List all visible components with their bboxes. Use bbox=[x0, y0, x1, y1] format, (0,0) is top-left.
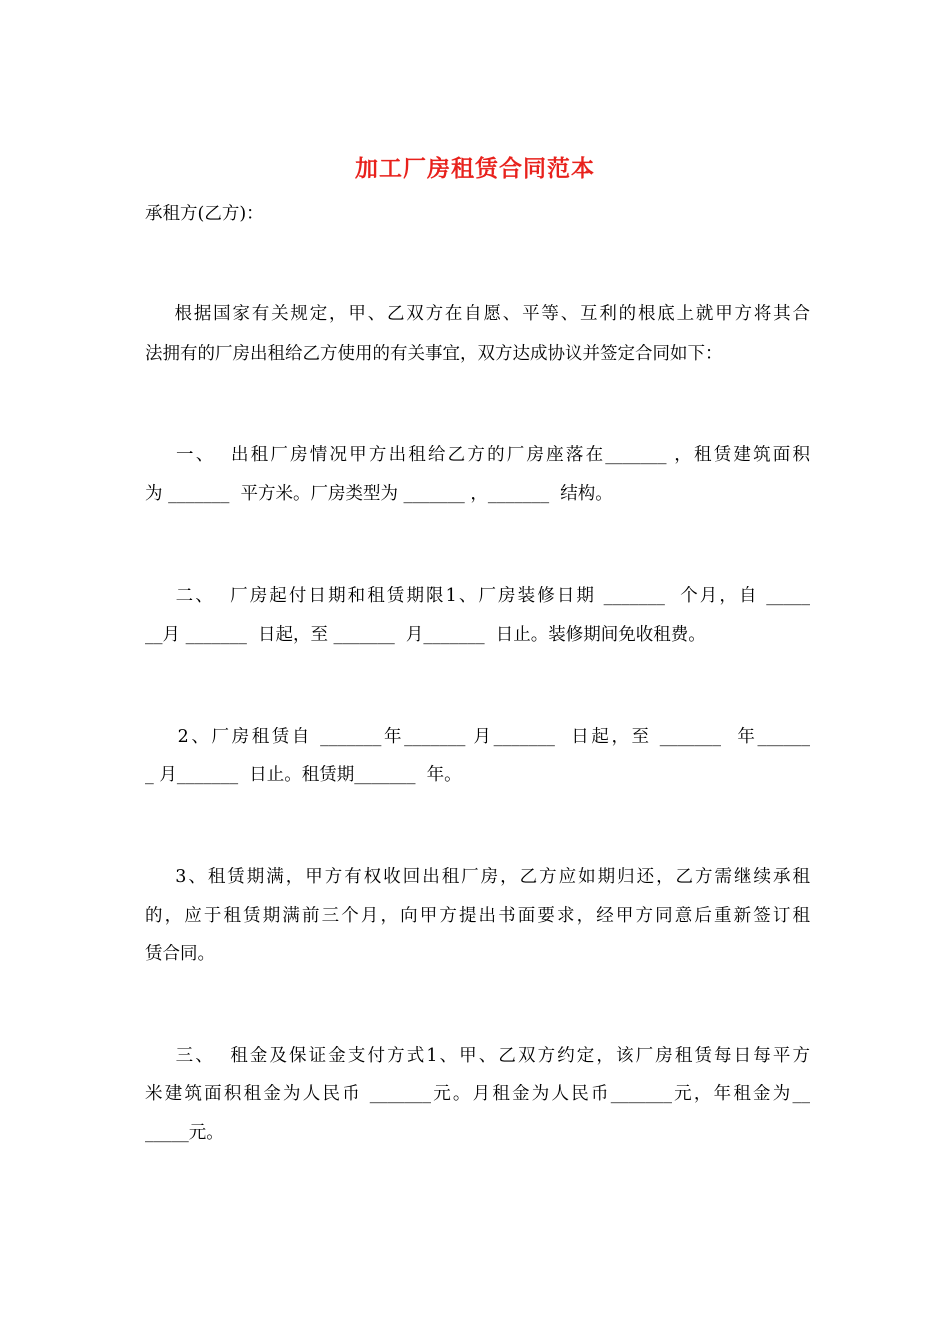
section-3-line: _____元。 bbox=[145, 1123, 224, 1143]
section-2-item-3-line: 3、租赁期满，甲方有权收回出租厂房，乙方应如期归还，乙方需继续承租 bbox=[145, 867, 810, 887]
section-1-line: 为 _______ 平方米。厂房类型为 _______ ，_______ 结构。 bbox=[145, 484, 613, 504]
section-2-line: __月 _______ 日起，至 _______ 月_______ 日止。装修期间免收租费。 bbox=[145, 625, 706, 645]
lessee-line: 承租方(乙方)： bbox=[145, 204, 264, 224]
section-2-item-2-line: 2、厂房租赁自 _______年_______ 月_______ 日起，至 _______ 年______ bbox=[145, 727, 810, 747]
document-title: 加工厂房租赁合同范本 bbox=[355, 155, 595, 182]
section-3-line: 米建筑面积租金为人民币 _______元。月租金为人民币_______元，年租金为__ bbox=[145, 1084, 810, 1104]
section-2-item-2-line: _ 月_______ 日止。租赁期_______ 年。 bbox=[145, 765, 462, 785]
section-2-item-3-line: 的，应于租赁期满前三个月，向甲方提出书面要求，经甲方同意后重新签订租 bbox=[145, 906, 810, 926]
paragraph-intro-line: 法拥有的厂房出租给乙方使用的有关事宜，双方达成协议并签定合同如下： bbox=[145, 344, 723, 364]
paragraph-intro-line: 根据国家有关规定，甲、乙双方在自愿、平等、互利的根底上就甲方将其合 bbox=[145, 304, 810, 324]
section-3-line: 三、 租金及保证金支付方式1、甲、乙双方约定，该厂房租赁每日每平方 bbox=[145, 1046, 810, 1066]
section-2-line: 二、 厂房起付日期和租赁期限1、厂房装修日期 _______ 个月，自 _____ bbox=[145, 586, 810, 606]
section-1-line: 一、 出租厂房情况甲方出租给乙方的厂房座落在_______ ，租赁建筑面积 bbox=[145, 445, 810, 465]
section-2-item-3-line: 赁合同。 bbox=[145, 944, 215, 964]
